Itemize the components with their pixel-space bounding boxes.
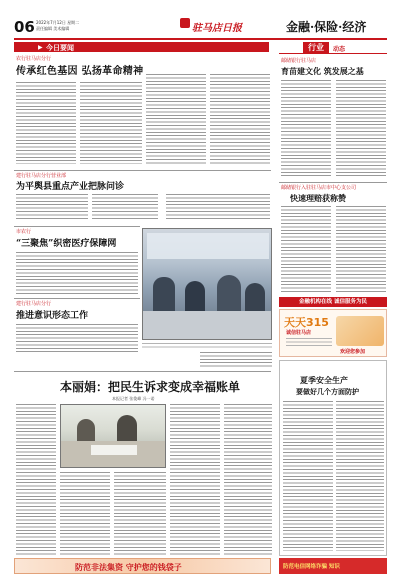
paper-name: 驻马店日报 [192, 23, 242, 34]
feature-body-col4 [170, 404, 220, 556]
industry-label: 行业 [303, 42, 329, 54]
right-article1-body-col2 [336, 80, 386, 178]
editor-line: 责任编辑 美术编辑 [36, 26, 70, 31]
ad-cta: 欢迎您参加 [340, 349, 366, 355]
ad-top-banner: 金融机构在线 诚信服务为民 [279, 297, 387, 307]
article2-body-col1 [16, 194, 88, 220]
right-article2-body-col2 [336, 206, 386, 292]
right-article3-sub: 要做好几个方面防护 [296, 387, 359, 396]
ad-brand-big: 天天315 [284, 316, 329, 329]
article3-headline: “三聚焦”织密医疗保障网 [16, 239, 117, 249]
photo-caption [142, 343, 272, 349]
feature-byline: 本报记者 张俊峰 冯一诺 [112, 396, 155, 401]
article1-body-col2 [80, 82, 142, 164]
section-title: 金融·保险·经济 [286, 20, 367, 34]
article-photo [142, 228, 272, 340]
right-article1-kicker: 邮储银行驻马店 [281, 58, 317, 64]
article2-body-col2 [92, 194, 158, 220]
article1-body-col1 [16, 82, 76, 164]
article4-body-right [200, 352, 272, 368]
right-article3-body-col1 [283, 401, 333, 551]
feature-body-col5 [224, 404, 272, 556]
feature-photo [60, 404, 166, 468]
article3-body [16, 252, 138, 294]
article4-headline: 推进意识形态工作 [16, 311, 89, 321]
right-article2-kicker: 邮储银行入驻驻马店市中心支公司 [281, 185, 357, 191]
feature-headline: 本丽娟：把民生诉求变成幸福账单 [60, 380, 241, 394]
article1-body-col4 [210, 74, 270, 164]
feature-body-col1 [16, 404, 56, 556]
right-article2-headline: 快速理赔获称赞 [290, 193, 346, 203]
divider-3 [14, 298, 140, 299]
today-news-bar [14, 42, 269, 52]
right-article1-body-col1 [281, 80, 331, 178]
industry-sub-label: 动态 [333, 46, 346, 53]
today-news-label: 今日要闻 [46, 44, 74, 52]
bottom-banner-left [14, 558, 271, 574]
ad-block [279, 309, 387, 357]
article2-kicker: 建行驻马店分行营业部 [16, 173, 67, 179]
feature-body-col3 [114, 472, 166, 556]
right-article1-headline: 育苗建文化 筑发展之基 [281, 66, 364, 76]
feature-body-col2 [60, 472, 110, 556]
divider-right-1 [279, 182, 387, 183]
ad-illustration [336, 316, 384, 346]
article2-headline: 为平舆县重点产业把脉问诊 [16, 182, 125, 192]
ad-text-lines [286, 338, 332, 348]
paper-logo-icon [180, 18, 190, 28]
ad-brand-sub: 诚信驻马店 [286, 330, 312, 336]
divider-2 [14, 226, 140, 227]
right-article3-body-col2 [336, 401, 384, 551]
article1-headline: 传承红色基因 弘扬革命精神 [16, 66, 144, 77]
page-number: 06 [14, 18, 35, 36]
industry-bar [279, 42, 387, 54]
date-line: 2022年7月12日 星期二 [36, 20, 80, 25]
bottom-banner-left-text: 防范非法集资 守护您的钱袋子 [75, 562, 182, 572]
article3-kicker: 市农行 [16, 229, 32, 235]
right-article3-box [279, 360, 387, 556]
bottom-banner-right [279, 558, 387, 574]
article2-body-col3 [166, 194, 270, 220]
masthead-rule [14, 38, 387, 40]
bottom-banner-right-text: 防范电信网络诈骗 知识 [283, 564, 340, 570]
right-article3-headline: 夏季安全生产 [300, 375, 348, 385]
article4-kicker: 建行驻马店分行 [16, 301, 52, 307]
flag-icon: ▶ [38, 44, 43, 51]
article1-kicker: 农行驻马店分行 [16, 56, 52, 62]
divider-4 [14, 371, 271, 372]
article4-body [16, 324, 138, 352]
divider-1 [14, 170, 271, 171]
masthead [14, 18, 387, 40]
right-article2-body-col1 [281, 206, 331, 292]
article1-body-col3 [146, 74, 206, 164]
